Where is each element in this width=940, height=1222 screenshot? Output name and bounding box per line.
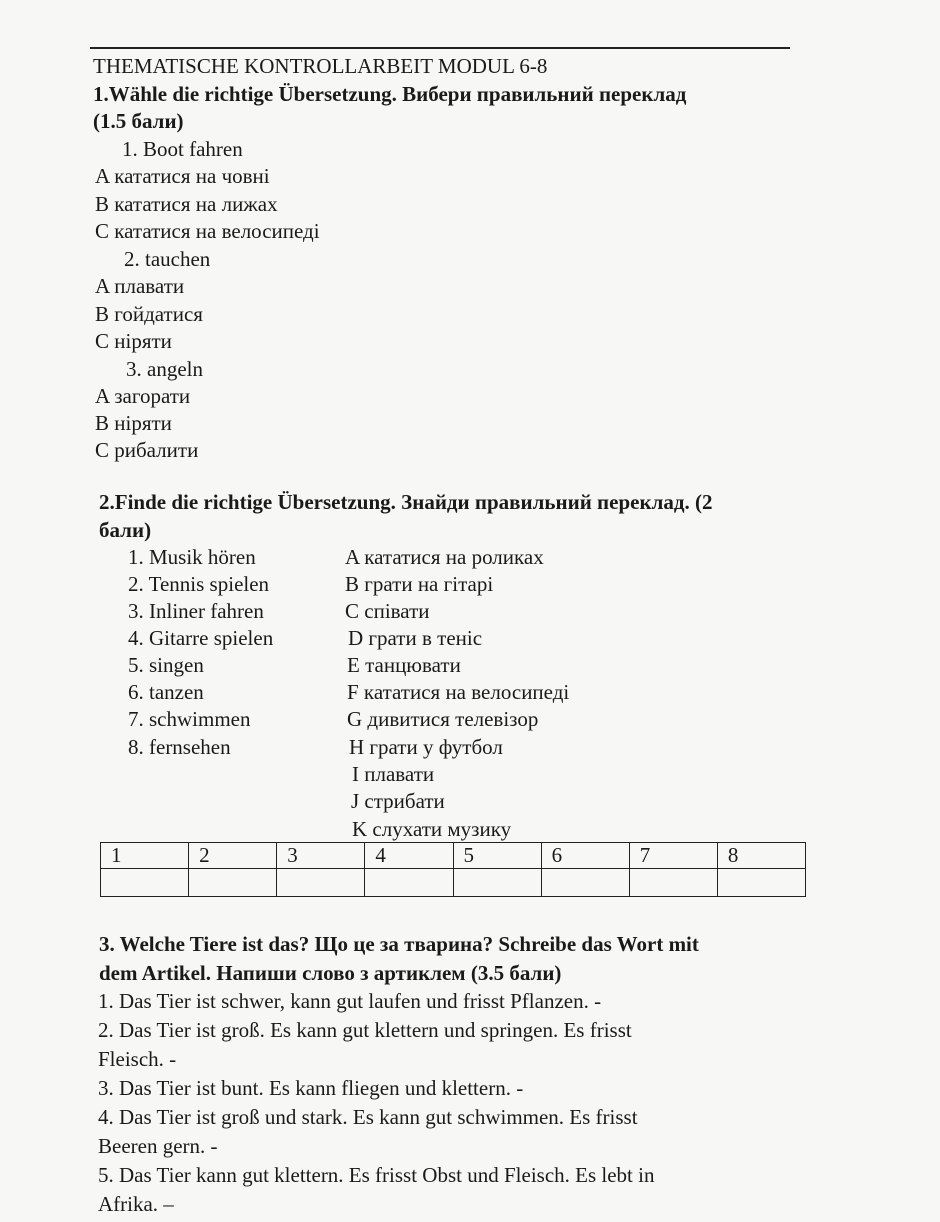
worksheet-header: THEMATISCHE KONTROLLARBEIT MODUL 6-8	[93, 54, 548, 78]
task2-right-item: C співати	[345, 599, 430, 623]
task1-question-2: 2. tauchen	[124, 247, 211, 271]
task2-right-item: A кататися на роликах	[345, 545, 544, 569]
answer-header-cell: 4	[365, 843, 453, 869]
task2-right-item: G дивитися телевізор	[347, 707, 539, 731]
task2-left-item: 2. Tennis spielen	[128, 572, 270, 596]
task1-points: (1.5 бали)	[93, 109, 184, 133]
task2-right-item: I плавати	[352, 762, 435, 786]
task2-right-item: K слухати музику	[352, 817, 512, 841]
answer-header-cell: 1	[101, 843, 189, 869]
answer-blank-cell	[189, 869, 277, 897]
task2-left-item: 3. Inliner fahren	[128, 599, 264, 623]
task1-q2-option-a: A плавати	[95, 274, 185, 298]
top-rule	[90, 47, 790, 49]
task1-question-1: 1. Boot fahren	[122, 137, 243, 161]
task3-line: Fleisch. -	[98, 1047, 177, 1071]
task1-q2-option-c: C нiряти	[95, 329, 172, 353]
task3-line: 2. Das Tier ist groß. Es kann gut klettern und springen. Es frisst	[98, 1018, 632, 1042]
task2-right-item: J стрибати	[351, 789, 445, 813]
task2-points: бали)	[99, 518, 152, 542]
task1-q1-option-a: A кататися на човні	[95, 164, 270, 188]
task2-left-item: 7. schwimmen	[128, 707, 251, 731]
task3-line: Afrika. –	[98, 1192, 174, 1216]
task2-right-item: F кататися на велосипеді	[347, 680, 570, 704]
task1-title: 1.Wähle die richtige Übersetzung. Вибери правильний переклад	[93, 82, 687, 106]
task1-question-3: 3. angeln	[126, 357, 203, 381]
task2-left-item: 6. tanzen	[128, 680, 204, 704]
task2-left-item: 8. fernsehen	[128, 735, 231, 759]
answer-blank-cell	[717, 869, 805, 897]
task2-left-item: 4. Gitarre spielen	[128, 626, 274, 650]
task3-title: 3. Welche Tiere ist das? Що це за тварина? Schreibe das Wort mit	[99, 932, 699, 956]
answer-header-cell: 8	[717, 843, 805, 869]
task2-left-item: 1. Musik hören	[128, 545, 256, 569]
task2-right-item: D грати в теніс	[348, 626, 483, 650]
task1-q2-option-b: B гойдатися	[95, 302, 203, 326]
task3-line: 4. Das Tier ist groß und stark. Es kann gut schwimmen. Es frisst	[98, 1105, 638, 1129]
answer-header-cell: 6	[541, 843, 629, 869]
answer-blank-cell	[101, 869, 189, 897]
answer-header-cell: 7	[629, 843, 717, 869]
task2-title: 2.Finde die richtige Übersetzung. Знайди правильний переклад. (2	[99, 490, 713, 514]
answer-table-header-row	[101, 843, 806, 869]
task3-line: 3. Das Tier ist bunt. Es kann fliegen und klettern. -	[98, 1076, 524, 1100]
task1-q1-option-c: C кататися на велосипеді	[95, 219, 320, 243]
task3-line: Beeren gern. -	[98, 1134, 218, 1158]
answer-blank-cell	[365, 869, 453, 897]
answer-header-cell: 2	[189, 843, 277, 869]
task3-title-continued: dem Artikel. Напиши слово з артиклем (3.5 бали)	[99, 961, 562, 985]
task2-left-item: 5. singen	[128, 653, 204, 677]
answer-table-blank-row	[101, 869, 806, 897]
task2-right-item: B грати на гітарі	[345, 572, 494, 596]
answer-blank-cell	[277, 869, 365, 897]
task1-q1-option-b: B кататися на лижах	[95, 192, 278, 216]
answer-blank-cell	[541, 869, 629, 897]
answer-header-cell: 3	[277, 843, 365, 869]
task1-q3-option-b: B нiряти	[95, 411, 172, 435]
answer-blank-cell	[453, 869, 541, 897]
answer-blank-cell	[629, 869, 717, 897]
task3-line: 5. Das Tier kann gut klettern. Es frisst Obst und Fleisch. Es lebt in	[98, 1163, 655, 1187]
answer-header-cell: 5	[453, 843, 541, 869]
task1-q3-option-a: A загорати	[95, 384, 191, 408]
task3-line: 1. Das Tier ist schwer, kann gut laufen und frisst Pflanzen. -	[98, 989, 602, 1013]
task2-right-item: H грати у футбол	[349, 735, 503, 759]
task2-answer-table	[100, 842, 806, 897]
task2-right-item: E танцювати	[347, 653, 461, 677]
task1-q3-option-c: C рибалити	[95, 438, 199, 462]
